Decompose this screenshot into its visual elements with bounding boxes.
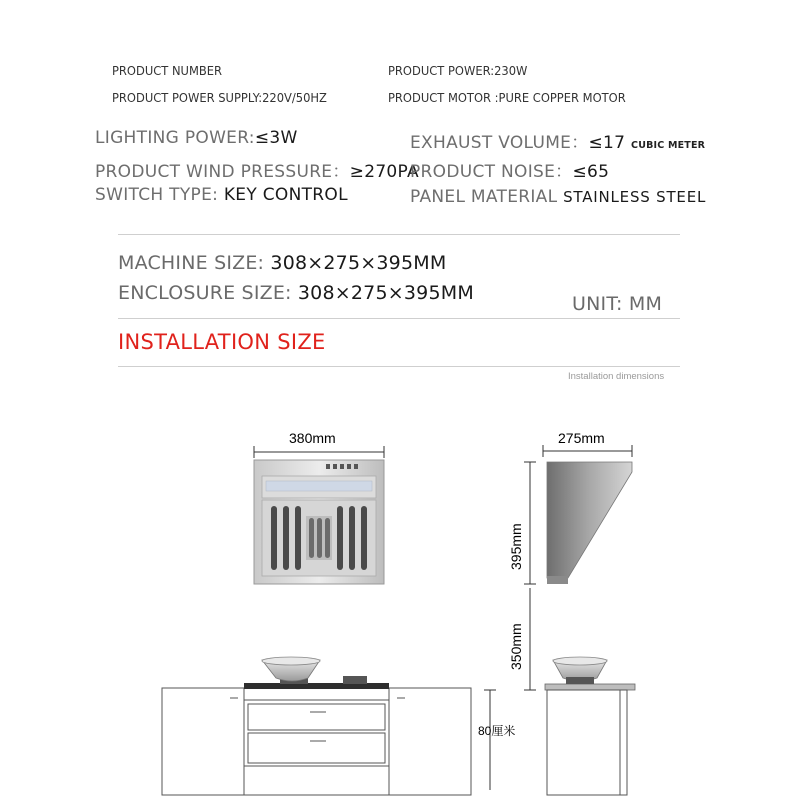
cabinet-side (545, 657, 635, 795)
panel-material-label: PANEL MATERIAL (410, 187, 558, 207)
depth-label: 275mm (558, 430, 605, 446)
counter-label: 80厘米 (478, 724, 516, 738)
wind-pressure-value: ≥270PA (349, 162, 419, 182)
product-number: PRODUCT NUMBER (112, 63, 223, 78)
installation-caption: Installation dimensions (568, 371, 665, 382)
product-power-supply: PRODUCT POWER SUPPLY:220V/50HZ (112, 90, 327, 105)
installation-heading: INSTALLATION SIZE (118, 330, 326, 354)
switch-type-label: SWITCH TYPE: (95, 185, 219, 205)
range-hood-front (254, 460, 384, 584)
enclosure-size-label: ENCLOSURE SIZE: (118, 282, 292, 304)
product-motor: PRODUCT MOTOR :PURE COPPER MOTOR (388, 90, 626, 105)
product-power: PRODUCT POWER:230W (388, 63, 528, 78)
cooktop (244, 676, 389, 689)
height-label: 395mm (508, 523, 524, 570)
width-label: 380mm (289, 430, 336, 446)
machine-size-value: 308×275×395MM (264, 252, 447, 274)
clearance-label: 350mm (508, 623, 524, 670)
product-noise-label: PRODUCT NOISE： (410, 162, 573, 182)
lighting-power-value: ≤3W (254, 128, 298, 148)
unit-label: UNIT: MM (572, 293, 663, 315)
width-dimension (254, 446, 384, 458)
counter-dimension (484, 690, 496, 790)
depth-dimension (543, 445, 632, 457)
height-dimension (524, 462, 536, 584)
switch-type-value: KEY CONTROL (218, 185, 348, 205)
wok (262, 657, 320, 681)
exhaust-volume-value: ≤17 (588, 133, 626, 153)
product-noise-value: ≤65 (572, 162, 610, 182)
exhaust-volume-unit: CUBIC METER (631, 140, 706, 151)
wind-pressure-label: PRODUCT WIND PRESSURE： (95, 162, 350, 182)
range-hood-side (547, 462, 632, 584)
panel-material-value: STAINLESS STEEL (563, 188, 707, 206)
lighting-power-label: LIGHTING POWER: (95, 128, 255, 148)
enclosure-size-value: 308×275×395MM (291, 282, 474, 304)
clearance-dimension (524, 588, 536, 690)
machine-size-label: MACHINE SIZE: (118, 252, 265, 274)
kitchen-cabinet (162, 688, 471, 795)
exhaust-volume-label: EXHAUST VOLUME： (410, 133, 589, 153)
